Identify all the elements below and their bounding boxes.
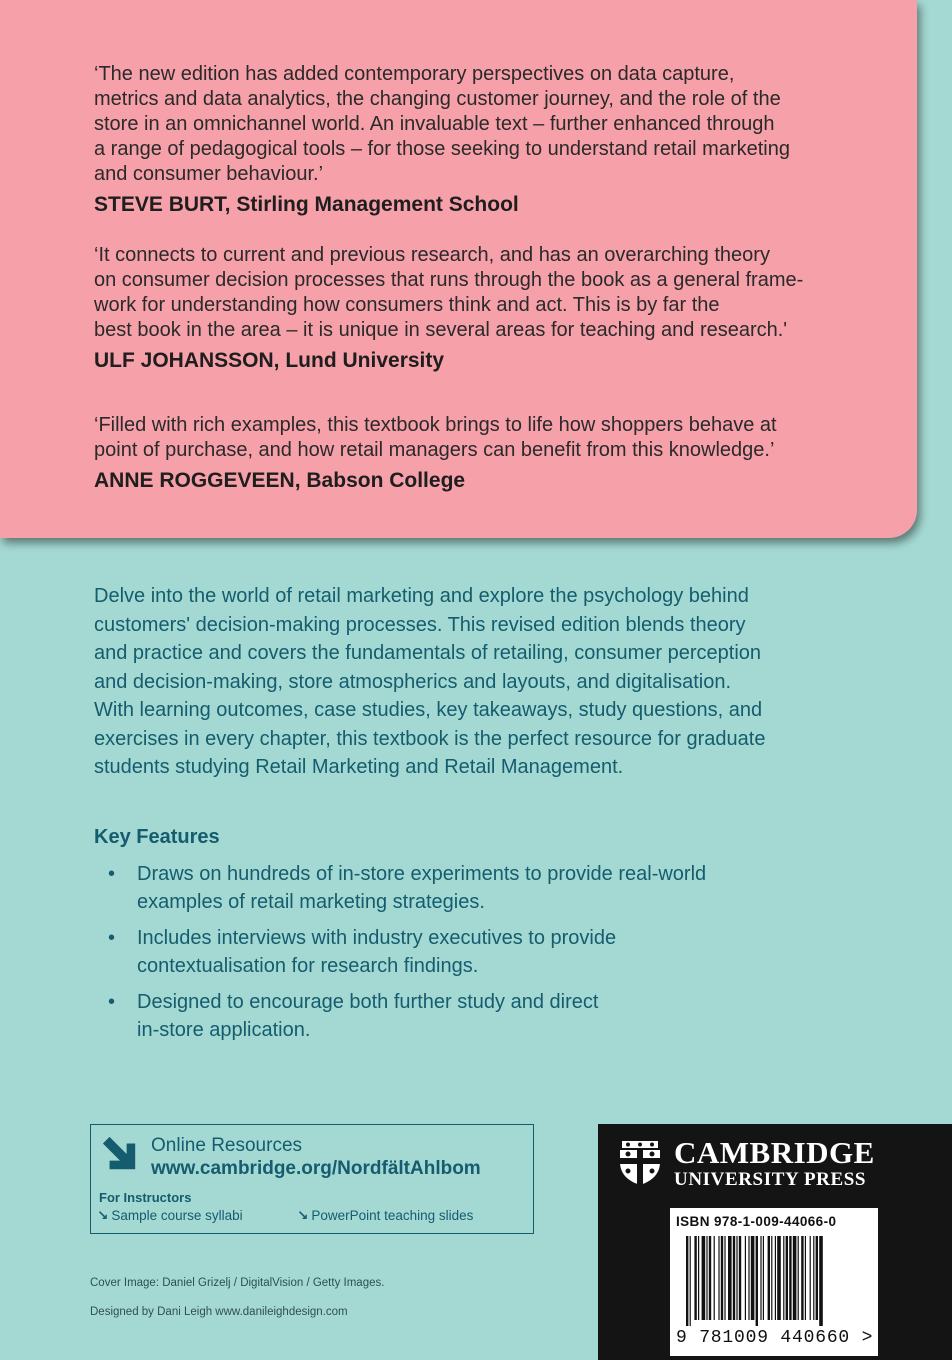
quote-text: ‘It connects to current and previous research, and has an overarching theory on consumer decision processes that runs through the book as a general frame- work for understanding how consumers think and act. This is by far the best book in the area – it is unique in several areas for teaching and research.' [94,244,804,341]
feature-text: Includes interviews with industry executives to provide contextualisation for research findings. [137,927,617,977]
feature-text: Designed to encourage both further study and direct in-store application. [137,991,599,1041]
arrow-down-right-icon: ↘ [97,1208,109,1223]
endorsements-panel [0,0,917,538]
designer-credit: Designed by Dani Leigh www.danileighdesign.com [90,1306,348,1318]
feature-text: Draws on hundreds of in-store experiments to provide real-world examples of retail marketing strategies. [137,863,707,913]
quote-text: ‘Filled with rich examples, this textbook brings to life how shoppers behave at point of purchase, and how retail managers can benefit from this knowledge.’ [94,414,777,461]
publisher-block [598,1124,952,1360]
resource-label: PowerPoint teaching slides [311,1208,474,1223]
quote-author [94,467,874,495]
bullet-icon: • [108,991,116,1013]
arrow-down-right-icon [101,1135,139,1173]
bullet-icon: • [108,927,116,949]
publisher-name: CAMBRIDGE [674,1135,875,1170]
for-instructors-label: For Instructors [99,1190,192,1205]
isbn-label: ISBN 978-1-009-44066-0 [676,1214,837,1229]
online-resources-title: Online Resources [151,1135,303,1156]
author-name: STEVE BURT, [94,193,231,216]
list-item [94,988,814,1044]
list-item [94,860,814,916]
quote-text: ‘The new edition has added contemporary perspectives on data capture, metrics and data analytics, the changing customer journey, and the role of the store in an omnichannel world. An invaluable text – further enhanced through a range of pedagogical tools – for those seeking to understand retail marketing and consumer behaviour.’ [94,63,790,185]
book-description: Delve into the world of retail marketing and explore the psychology behind customers' decision-making processes. This revised edition blends theory and practice and covers the fundamentals of retailing, consumer perception and decision-making, store atmospherics and layouts, and digitalisation. With learning outcomes, case studies, key takeaways, study questions, and exercises in every chapter, this textbook is the perfect resource for graduate students studying Retail Marketing and Retail Management. [94,585,766,778]
author-org: Stirling Management School [236,193,519,216]
publisher-press: UNIVERSITY PRESS [674,1169,867,1190]
online-resources-link[interactable]: www.cambridge.org/NordfältAhlbom [151,1158,481,1179]
online-resources-box [90,1124,534,1234]
list-item [94,924,814,980]
key-features-list [94,860,814,1052]
author-org: Lund University [285,349,445,372]
cover-image-credit: Cover Image: Daniel Grizelj / DigitalVision / Getty Images. [90,1277,385,1289]
resource-item-slides [297,1208,473,1224]
quote-author [94,347,874,375]
key-features-title: Key Features [94,826,220,848]
author-name: ULF JOHANSSON, [94,349,280,372]
barcode-digits: 9 781009 440660 > [676,1328,874,1348]
author-org: Babson College [306,469,466,492]
resource-item-syllabi [97,1208,243,1224]
isbn-barcode [670,1208,878,1356]
author-name: ANNE ROGGEVEEN, [94,469,301,492]
arrow-down-right-icon: ↘ [297,1208,309,1223]
bullet-icon: • [108,863,116,885]
barcode-icon [676,1236,872,1326]
endorsement-quote [94,413,874,495]
cambridge-crest-icon [617,1136,663,1186]
endorsement-quote [94,62,874,219]
quote-author [94,191,874,219]
resource-label: Sample course syllabi [111,1208,243,1223]
endorsement-quote [94,243,874,375]
